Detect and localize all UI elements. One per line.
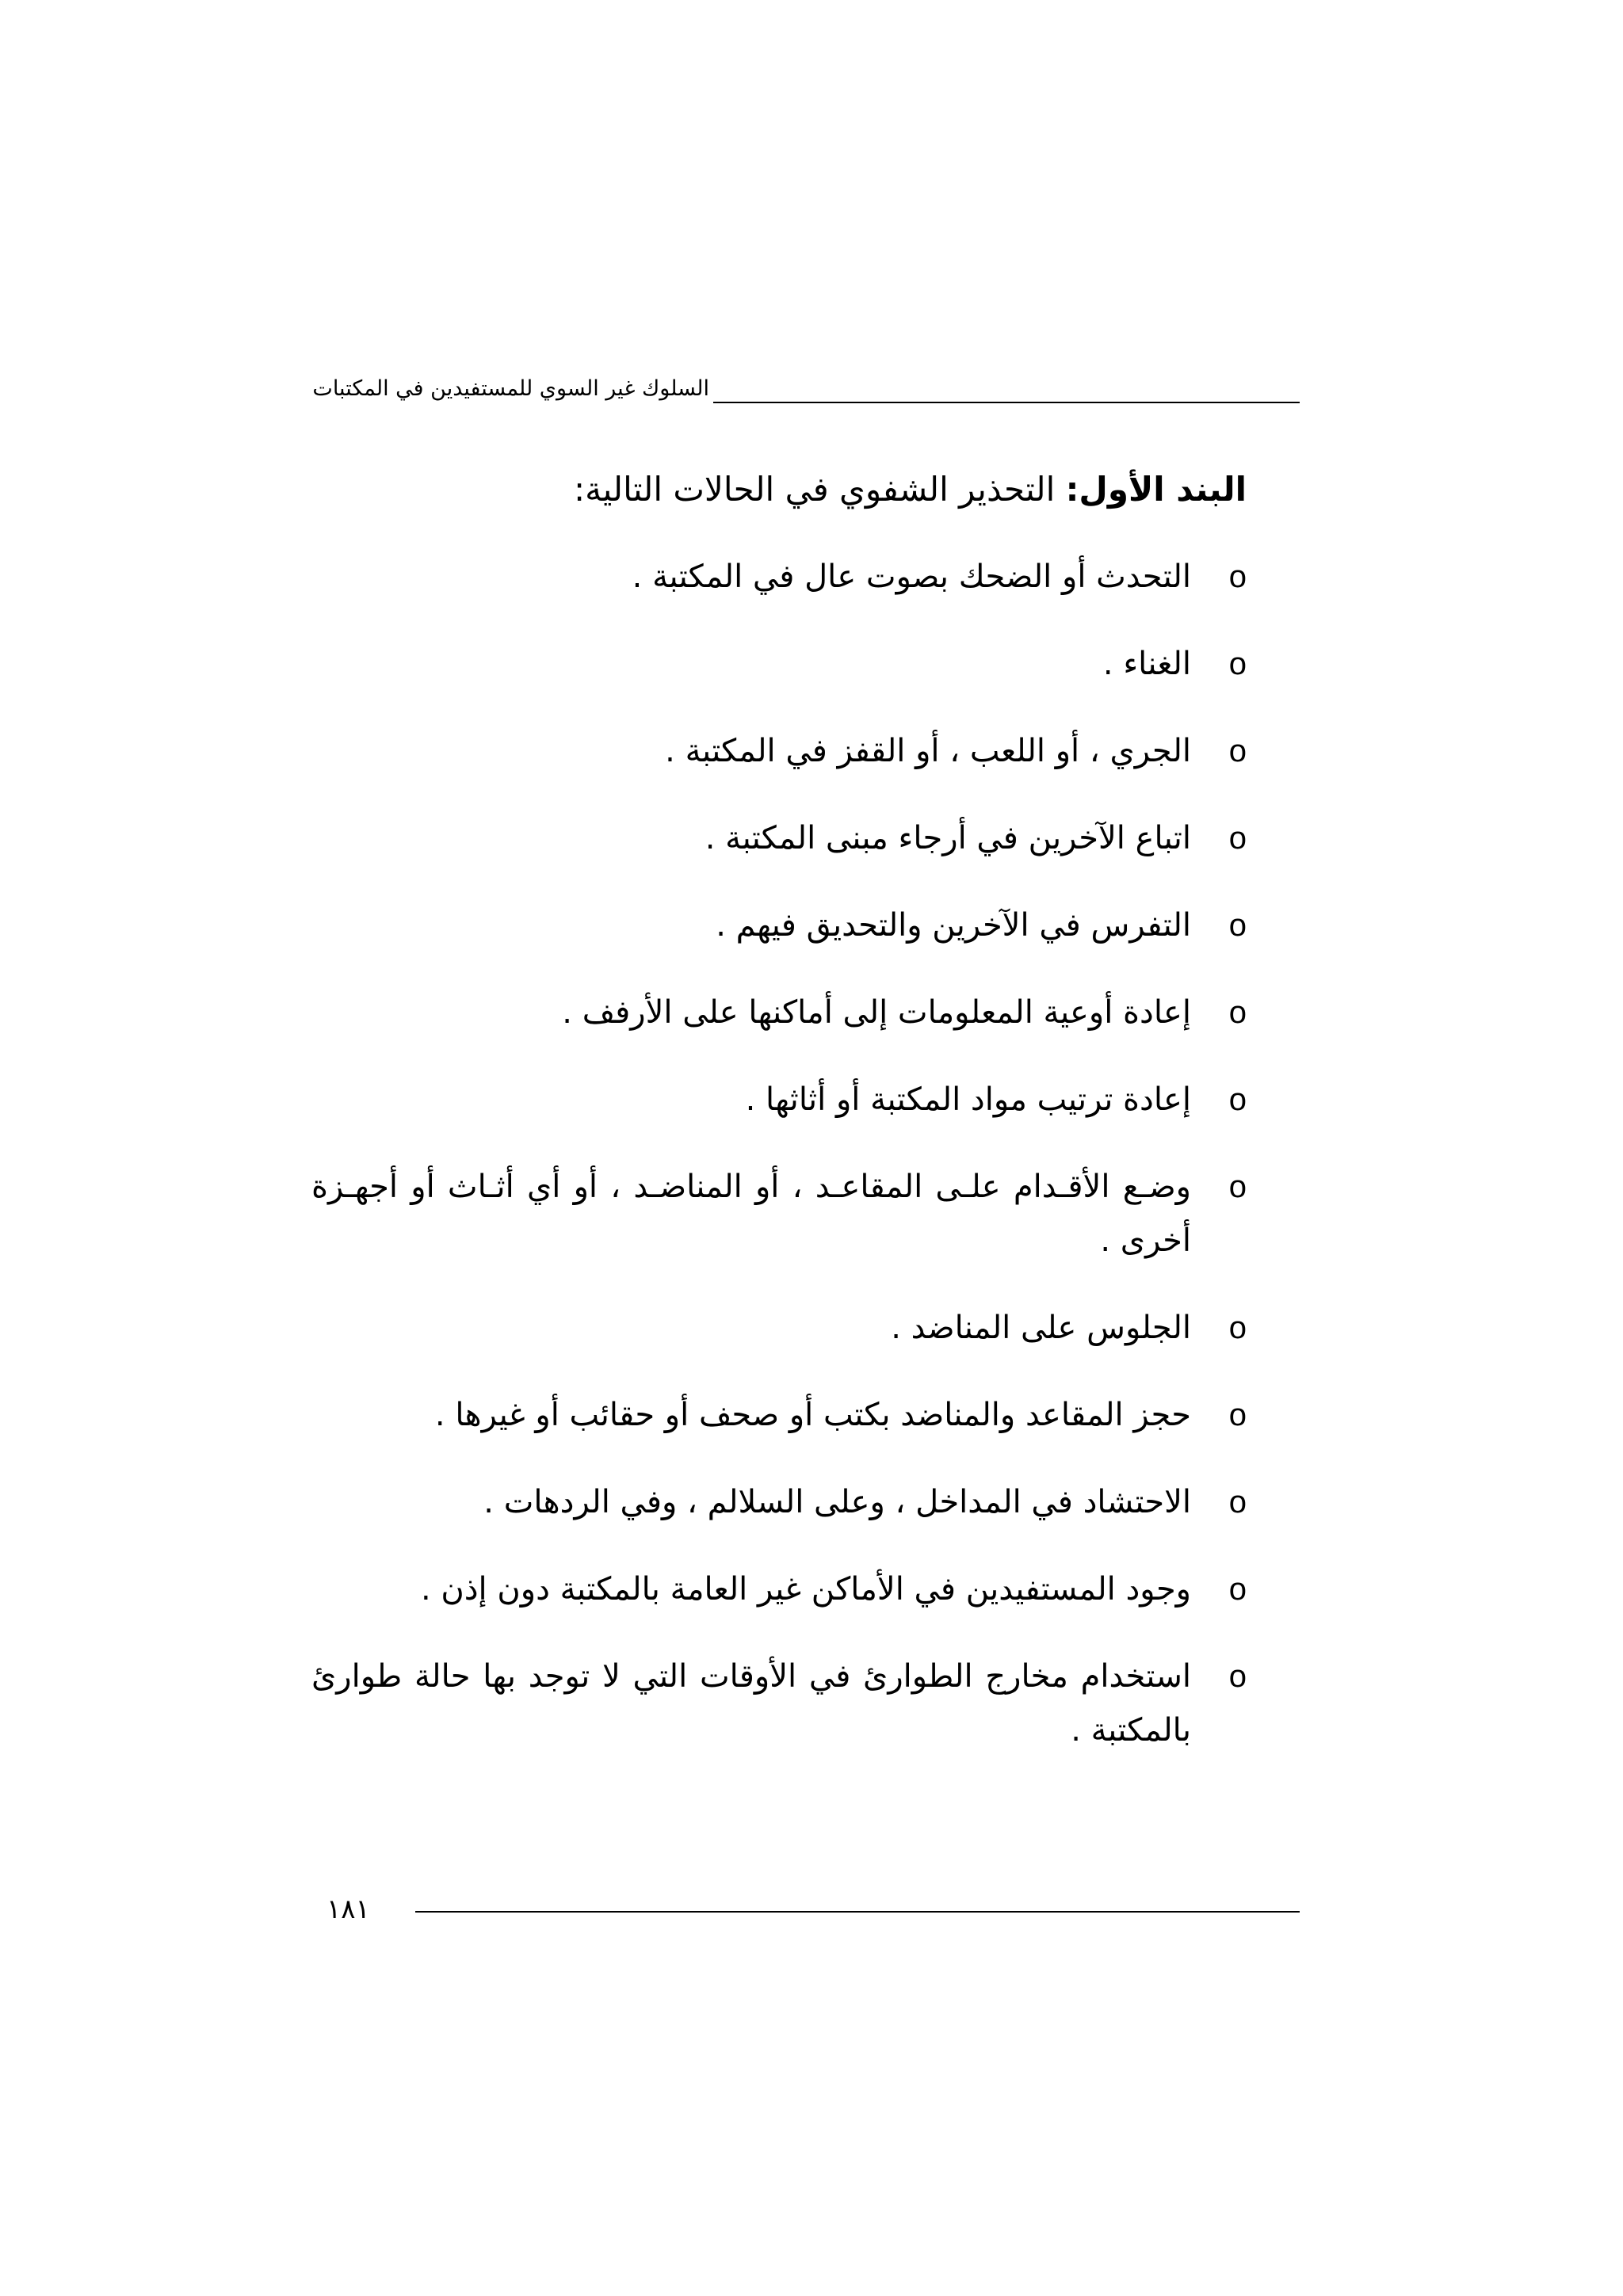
bullet-icon: o bbox=[1228, 1310, 1247, 1345]
list-item-text: وضـع الأقـدام علـى المقاعـد ، أو المناضـد ، أو أي أثـاث أو أجهـزة أخرى . bbox=[311, 1169, 1191, 1259]
bullet-icon: o bbox=[1228, 734, 1247, 769]
list-item bbox=[311, 1160, 1247, 1268]
list-item bbox=[311, 1650, 1247, 1757]
running-header bbox=[312, 376, 1300, 407]
list-item-text: الجلوس على المناضد . bbox=[891, 1310, 1191, 1346]
bullet-icon: o bbox=[1228, 559, 1247, 594]
list-item-text: التفرس في الآخرين والتحديق فيهم . bbox=[716, 907, 1191, 944]
list-item bbox=[311, 1388, 1247, 1442]
list-item-text: الاحتشاد في المداخل ، وعلى السلالم ، وفي الردهات . bbox=[483, 1484, 1191, 1520]
list-item bbox=[311, 811, 1247, 865]
bullet-icon: o bbox=[1228, 1398, 1247, 1432]
list-item-text: الجري ، أو اللعب ، أو القفز في المكتبة . bbox=[665, 733, 1191, 769]
page-number: ١٨١ bbox=[327, 1894, 370, 1925]
list-item-text: إعادة أوعية المعلومات إلى أماكنها على الأرفف . bbox=[562, 994, 1191, 1031]
running-header-title: السلوك غير السوي للمستفيدين في المكتبات bbox=[312, 376, 709, 401]
section-heading-text: التحذير الشفوي في الحالات التالية: bbox=[573, 470, 1066, 509]
list-item bbox=[311, 898, 1247, 952]
list-item-text: الغناء . bbox=[1102, 646, 1191, 682]
section-heading-lead: البند الأول: bbox=[1065, 470, 1247, 509]
section-heading bbox=[311, 463, 1247, 517]
list-item-text: إعادة ترتيب مواد المكتبة أو أثاثها . bbox=[745, 1081, 1191, 1118]
list-item bbox=[311, 724, 1247, 778]
list-item-text: استخدام مخارج الطوارئ في الأوقات التي لا توجد بها حالة طوارئ بالمكتبة . bbox=[311, 1658, 1191, 1749]
list-item bbox=[311, 637, 1247, 691]
footer-rule bbox=[415, 1911, 1300, 1913]
list-item bbox=[311, 550, 1247, 604]
bullet-icon: o bbox=[1228, 908, 1247, 943]
bullet-icon: o bbox=[1228, 1082, 1247, 1117]
running-header-rule bbox=[713, 402, 1300, 403]
list-item-text: حجز المقاعد والمناضد بكتب أو صحف أو حقائب أو غيرها . bbox=[434, 1397, 1191, 1433]
bullet-icon: o bbox=[1228, 1485, 1247, 1520]
list-item bbox=[311, 1475, 1247, 1529]
bullet-icon: o bbox=[1228, 821, 1247, 856]
bullet-icon: o bbox=[1228, 995, 1247, 1030]
list-item bbox=[311, 1562, 1247, 1616]
list-item bbox=[311, 1301, 1247, 1355]
bullet-icon: o bbox=[1228, 646, 1247, 681]
bullet-icon: o bbox=[1228, 1572, 1247, 1607]
bullet-icon: o bbox=[1228, 1659, 1247, 1694]
page-content bbox=[311, 463, 1247, 1791]
item-list bbox=[311, 550, 1247, 1757]
list-item-text: اتباع الآخرين في أرجاء مبنى المكتبة . bbox=[705, 820, 1191, 856]
list-item bbox=[311, 986, 1247, 1039]
page-footer bbox=[327, 1894, 1300, 1925]
bullet-icon: o bbox=[1228, 1169, 1247, 1204]
list-item-text: وجود المستفيدين في الأماكن غير العامة بالمكتبة دون إذن . bbox=[420, 1571, 1191, 1608]
list-item bbox=[311, 1073, 1247, 1127]
list-item-text: التحدث أو الضحك بصوت عال في المكتبة . bbox=[632, 559, 1191, 595]
